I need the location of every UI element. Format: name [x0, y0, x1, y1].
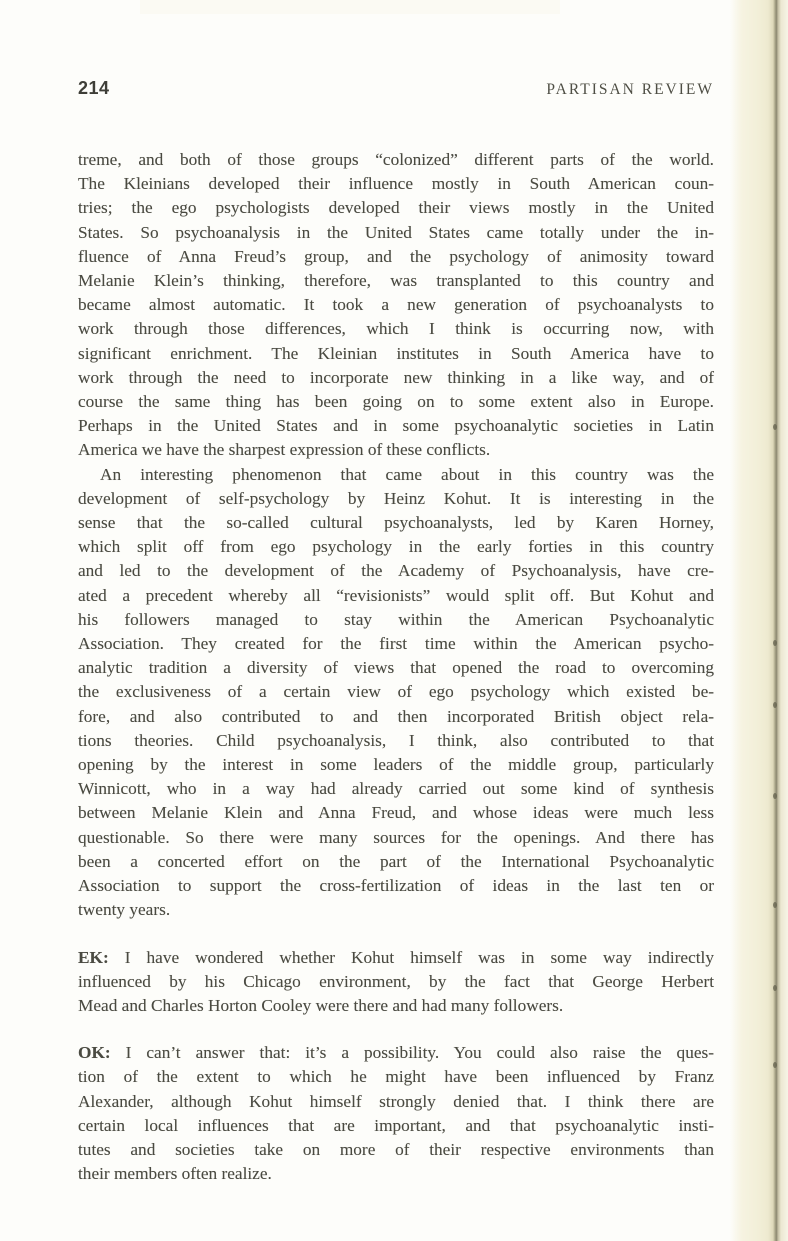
- text-line: treme, and both of those groups “colonized” different parts of the world.: [78, 150, 714, 169]
- text-line: Association to support the cross-fertilization of ideas in the last ten or: [78, 876, 714, 896]
- paragraph: [78, 946, 714, 1019]
- speaker-label: EK:: [78, 947, 109, 967]
- text-line: work through those differences, which I think is occurring now, with: [78, 319, 714, 339]
- journal-title: PARTISAN REVIEW: [546, 81, 714, 98]
- text-line: EK: I have wondered whether Kohut himself was in some way indirectly: [78, 947, 714, 967]
- scan-speck: [773, 985, 777, 991]
- speaker-label: OK:: [78, 1043, 111, 1063]
- page-number: 214: [78, 78, 110, 98]
- text-line: became almost automatic. It took a new generation of psychoanalysts to: [78, 295, 714, 315]
- scan-speck: [773, 902, 777, 908]
- text-line: An interesting phenomenon that came about in this country was the: [100, 464, 714, 484]
- text-line: analytic tradition a diversity of views that opened the road to overcoming: [78, 658, 714, 678]
- text-line: Alexander, although Kohut himself strongly denied that. I think there are: [78, 1091, 714, 1111]
- text-line: work through the need to incorporate new thinking in a like way, and of: [78, 367, 714, 387]
- text-line: Winnicott, who in a way had already carried out some kind of synthesis: [78, 779, 714, 799]
- paragraph: [78, 463, 714, 923]
- text-line: The Kleinians developed their influence mostly in South American coun-: [78, 174, 714, 194]
- text-line: America we have the sharpest expression of these conflicts.: [78, 440, 491, 460]
- text-line: Mead and Charles Horton Cooley were there and had many followers.: [78, 995, 564, 1015]
- text-line: questionable. So there were many sources for the openings. And there has: [78, 827, 714, 847]
- text-line: tions theories. Child psychoanalysis, I think, also contributed to that: [78, 730, 714, 750]
- text-line: which split off from ego psychology in the early forties in this country: [78, 537, 714, 557]
- scan-shading: [140, 0, 560, 14]
- text-line: between Melanie Klein and Anna Freud, and whose ideas were much less: [78, 803, 714, 823]
- text-line: certain local influences that are important, and that psychoanalytic insti-: [78, 1115, 714, 1135]
- text-line: sense that the so-called cultural psychoanalysts, led by Karen Horney,: [78, 513, 714, 533]
- text-line: significant enrichment. The Kleinian institutes in South America have to: [78, 343, 714, 363]
- body-text: [78, 148, 714, 1186]
- text-line: and led to the development of the Academy of Psychoanalysis, have cre-: [78, 561, 714, 581]
- page-edge: [730, 0, 788, 1241]
- text-line: fluence of Anna Freud’s group, and the psychology of animosity toward: [78, 246, 714, 266]
- scan-speck: [773, 702, 777, 708]
- text-line: opening by the interest in some leaders of the middle group, particularly: [78, 755, 714, 775]
- text-line: course the same thing has been going on to some extent also in Europe.: [78, 392, 714, 412]
- text-line: tutes and societies take on more of their respective environments than: [78, 1139, 714, 1159]
- text-line: States. So psychoanalysis in the United States came totally under the in-: [78, 222, 714, 242]
- page-content: [78, 78, 714, 1186]
- scan-speck: [773, 640, 777, 646]
- text-line: Association. They created for the first time within the American psycho-: [78, 634, 714, 654]
- scan-speck: [773, 1062, 777, 1068]
- text-line: tion of the extent to which he might have been influenced by Franz: [78, 1067, 714, 1087]
- text-line: Melanie Klein’s thinking, therefore, was transplanted to this country and: [78, 271, 714, 291]
- text-line: development of self-psychology by Heinz Kohut. It is interesting in the: [78, 488, 714, 508]
- scan-speck: [773, 424, 777, 430]
- text-line: Perhaps in the United States and in some psychoanalytic societies in Latin: [78, 416, 714, 436]
- text-line: tries; the ego psychologists developed their views mostly in the United: [78, 198, 714, 218]
- text-line: his followers managed to stay within the American Psychoanalytic: [78, 609, 714, 629]
- text-line: ated a precedent whereby all “revisionists” would split off. But Kohut and: [78, 585, 714, 605]
- text-line: fore, and also contributed to and then incorporated British object rela-: [78, 706, 714, 726]
- paragraph: [78, 148, 714, 463]
- paragraph: [78, 1041, 714, 1186]
- text-line: OK: I can’t answer that: it’s a possibility. You could also raise the ques-: [78, 1043, 714, 1063]
- text-line: the exclusiveness of a certain view of ego psychology which existed be-: [78, 682, 714, 702]
- text-line: been a concerted effort on the part of the International Psychoanalytic: [78, 851, 714, 871]
- text-line: their members often realize.: [78, 1164, 272, 1184]
- text-line: twenty years.: [78, 900, 171, 920]
- page-header: [78, 78, 714, 100]
- text-line: influenced by his Chicago environment, by the fact that George Herbert: [78, 971, 714, 991]
- scan-speck: [773, 793, 777, 799]
